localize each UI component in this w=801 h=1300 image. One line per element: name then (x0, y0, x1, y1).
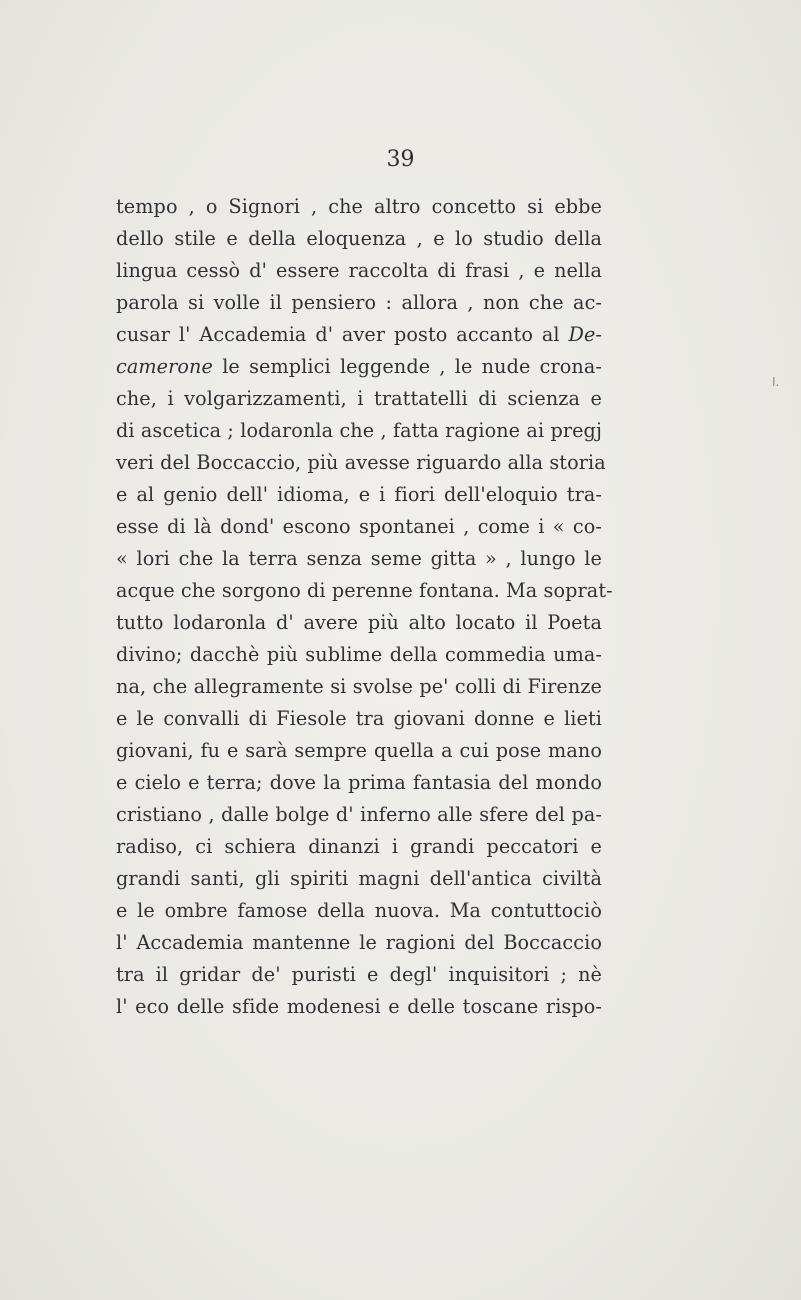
text-line (116, 223, 602, 255)
line-text: tempo , o Signori , che altro concetto si ebbe (116, 195, 602, 218)
text-line (116, 703, 602, 735)
text-line (116, 735, 602, 767)
text-line (116, 959, 602, 991)
line-text: na, che allegramente si svolse pe' colli di Firenze (116, 675, 602, 698)
line-text: che, i volgarizzamenti, i trattatelli di scienza e (116, 387, 602, 410)
text-line (116, 255, 602, 287)
line-text: « lori che la terra senza seme gitta » , lungo le (116, 547, 602, 570)
line-text: lingua cessò d' essere raccolta di frasi , e nella (116, 259, 602, 282)
line-text: radiso, ci schiera dinanzi i grandi peccatori e (116, 835, 602, 858)
text-line (116, 287, 602, 319)
line-text: e cielo e terra; dove la prima fantasia del mondo (116, 771, 602, 794)
line-text: e le ombre famose della nuova. Ma contuttociò (116, 899, 602, 922)
text-line (116, 895, 602, 927)
line-text: l' eco delle sfide modenesi e delle toscane rispo- (116, 995, 602, 1018)
line-text: le semplici leggende , le nude crona- (212, 355, 602, 378)
line-text: parola si volle il pensiero : allora , non che ac- (116, 291, 602, 314)
text-line (116, 383, 602, 415)
page-number: 39 (386, 147, 415, 172)
line-text: e al genio dell' idioma, e i fiori dell'eloquio tra- (116, 483, 602, 506)
text-line (116, 447, 606, 479)
text-line (116, 479, 602, 511)
margin-mark: I. (772, 375, 780, 389)
text-line (116, 319, 602, 351)
line-text: giovani, fu e sarà sempre quella a cui pose mano (116, 739, 602, 762)
text-line (116, 511, 602, 543)
line-text: di ascetica ; lodaronla che , fatta ragione ai pregj (116, 419, 602, 442)
text-line (116, 351, 602, 383)
text-line (116, 799, 602, 831)
line-text: grandi santi, gli spiriti magni dell'antica civiltà (116, 867, 602, 890)
text-line (116, 671, 602, 703)
line-text: cristiano , dalle bolge d' inferno alle sfere del pa- (116, 803, 602, 826)
text-line (116, 991, 602, 1023)
italic-title: camerone (116, 355, 213, 378)
line-text: acque che sorgono di perenne fontana. Ma soprat- (116, 579, 613, 602)
text-line (116, 863, 602, 895)
line-text: tutto lodaronla d' avere più alto locato il Poeta (116, 611, 602, 634)
text-line (116, 639, 602, 671)
text-line (116, 575, 613, 607)
text-line (116, 767, 602, 799)
line-text: divino; dacchè più sublime della commedia uma- (116, 643, 602, 666)
line-text: l' Accademia mantenne le ragioni del Boccaccio (116, 931, 602, 954)
line-text: veri del Boccaccio, più avesse riguardo alla storia (116, 451, 606, 474)
text-line (116, 191, 602, 223)
line-text: cusar l' Accademia d' aver posto accanto al (116, 323, 569, 346)
text-line (116, 607, 602, 639)
line-text: tra il gridar de' puristi e degl' inquisitori ; nè (116, 963, 602, 986)
text-line (116, 415, 602, 447)
text-line (116, 543, 602, 575)
line-text: e le convalli di Fiesole tra giovani donne e lieti (116, 707, 602, 730)
text-line (116, 927, 602, 959)
italic-title: De- (568, 323, 602, 346)
body-text (116, 191, 613, 1023)
line-text: esse di là dond' escono spontanei , come i « co- (116, 515, 602, 538)
line-text: dello stile e della eloquenza , e lo studio della (116, 227, 602, 250)
text-line (116, 831, 602, 863)
